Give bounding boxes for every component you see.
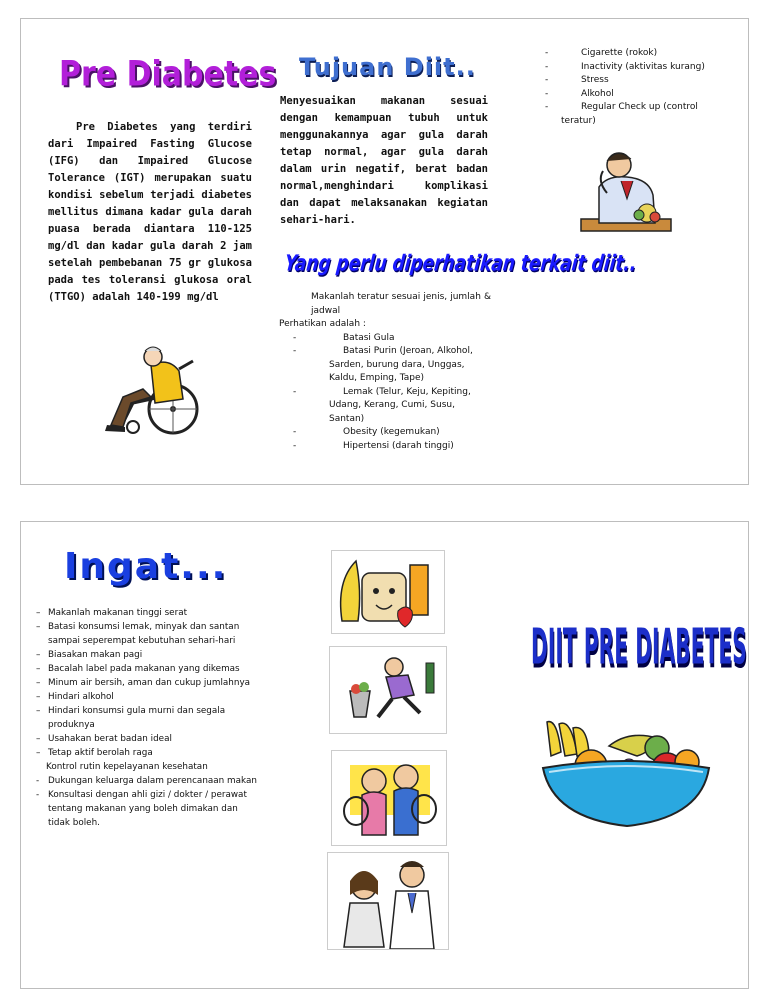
list-item: – Minum air bersih, aman dan cukup jumlahnya (36, 678, 251, 688)
pre-diabetes-paragraph: Pre Diabetes yang terdiri dari Impaired Fasting Glucose (IFG) dan Impaired Glucose Tolerance (IGT) merupakan suatu kondisi sebelum terjadi diabetes mellitus dimana kadar gula darah puasa berada diantara 110-125 mg/dl dan kadar gula darah 2 jam setelah pembebanan 75 gr glukosa pada tes toleransi glukosa oral (TTGO) adalah 140-199 mg/dl (48, 121, 252, 303)
brochure-page-1 (20, 18, 749, 485)
tujuan-diit-title: Tujuan Diit.. (299, 53, 476, 81)
list-item: – Makanlah makanan tinggi serat (36, 608, 188, 618)
healthy-food-illustration (331, 550, 445, 634)
risk-factor-list (545, 47, 745, 128)
list-item: Kontrol rutin kepelayanan kesehatan (46, 762, 208, 772)
stressed-man-illustration (577, 147, 677, 239)
brochure-page-2 (20, 521, 749, 989)
yang-perlu-subtitle: Yang perlu diperhatikan terkait diit.. (283, 251, 638, 277)
list-item: - Obesity (kegemukan) (293, 427, 440, 437)
list-item: – Tetap aktif berolah raga (36, 748, 153, 758)
list-item: – Hindari konsumsi gula murni dan segala produknya (36, 706, 226, 730)
list-intro-line: Makanlah teratur sesuai jenis, jumlah & jadwal (311, 292, 491, 316)
list-item-continuation: teratur) (561, 115, 596, 126)
list-item: - Stress (545, 75, 609, 85)
doctor-consultation-illustration (327, 852, 449, 950)
fruit-bowl-illustration (539, 718, 713, 830)
ingat-list (36, 606, 262, 830)
list-item: - Inactivity (aktivitas kurang) (545, 61, 705, 72)
list-item: - Hipertensi (darah tinggi) (293, 440, 454, 451)
list-item: - Batasi Gula (293, 332, 395, 343)
list-item: – Hindari alkohol (36, 692, 114, 702)
list-item: - Batasi Purin (Jeroan, Alkohol, Sarden, burung dara, Unggas, Kaldu, Emping, Tape) (293, 346, 473, 383)
elderly-tennis-illustration (331, 750, 447, 846)
list-item: – Batasi konsumsi lemak, minyak dan santan sampai seperempat kebutuhan sehari-hari (36, 622, 240, 646)
list-item: - Regular Check up (control (545, 102, 698, 112)
tujuan-diit-paragraph: Menyesuaikan makanan sesuai dengan kemampuan tubuh untuk menggunakannya agar gula darah tetap normal, agar gula darah dalam urin negatif, berat badan normal,menghindari komplikasi dan dapat melaksanakan kegiatan sehari-hari. (280, 95, 488, 226)
cover-title: DIIT PRE DIABETES (531, 620, 747, 677)
ingat-title: Ingat... (64, 546, 228, 587)
list-item: – Bacalah label pada makanan yang dikemas (36, 664, 240, 674)
list-item: - Konsultasi dengan ahli gizi / dokter / perawat tentang makanan yang boleh dimakan dan tidak boleh. (36, 790, 247, 828)
wheelchair-man-illustration (93, 337, 213, 437)
list-item: – Biasakan makan pagi (36, 650, 143, 660)
list-intro-heading: Perhatikan adalah : (279, 319, 366, 329)
diet-attention-list (279, 291, 491, 453)
list-item: - Cigarette (rokok) (545, 48, 658, 58)
list-item: - Dukungan keluarga dalam perencanaan makan (36, 776, 257, 786)
list-item: – Usahakan berat badan ideal (36, 734, 172, 744)
list-item: - Lemak (Telur, Keju, Kepiting, Udang, Kerang, Cumi, Susu, Santan) (293, 386, 471, 424)
list-item: - Alkohol (545, 88, 614, 99)
exercise-illustration (329, 646, 447, 734)
pre-diabetes-title: Pre Diabetes (59, 54, 277, 95)
